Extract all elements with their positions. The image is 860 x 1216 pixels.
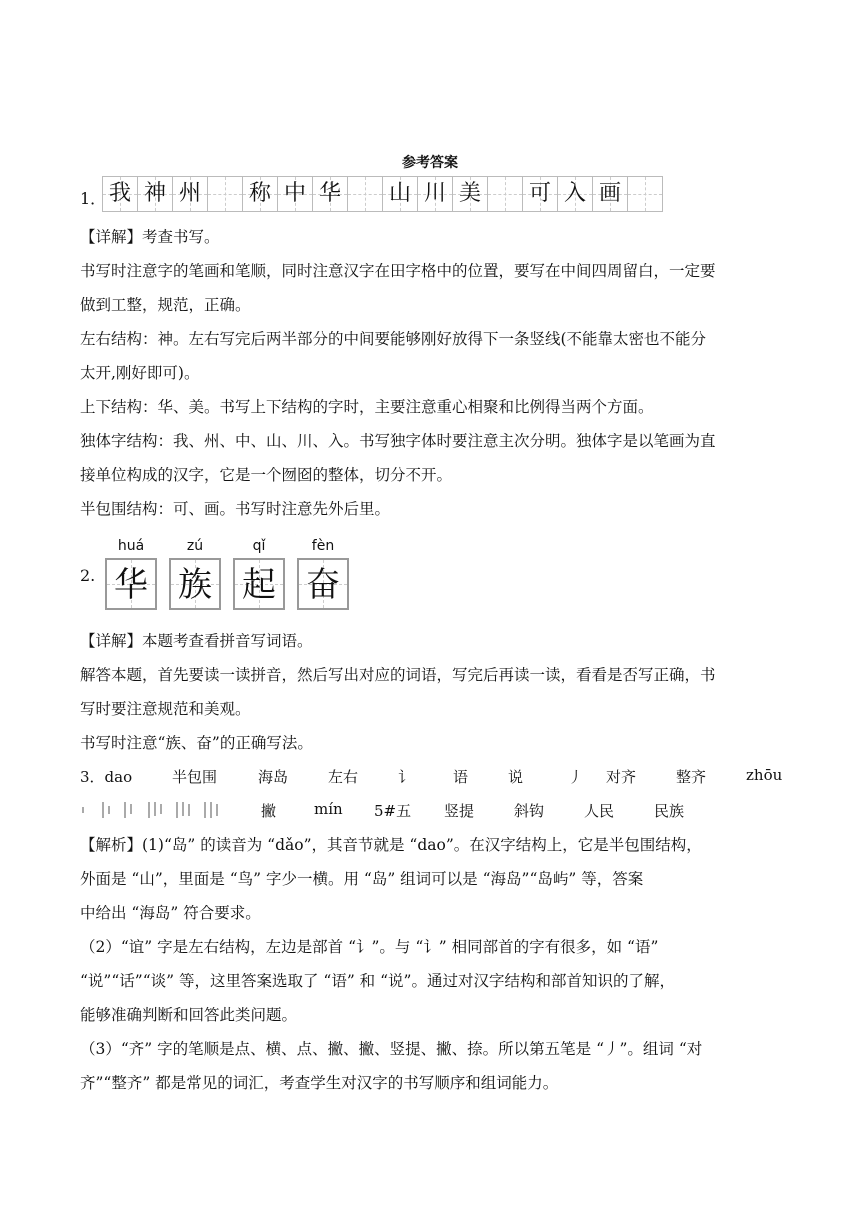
- q2-word-cell: [169, 538, 221, 610]
- q1-explanation-line: 【详解】考查书写。: [80, 228, 220, 246]
- q2-explanation-line: 写时要注意规范和美观。: [80, 700, 251, 718]
- q2-explanation-line: 解答本题，首先要读一读拼音，然后写出对应的词语，写完后再读一读，看看是否写正确，书: [80, 666, 716, 684]
- answer-item: 撇: [261, 802, 277, 820]
- pinyin: qǐ: [252, 538, 266, 554]
- grid-cell: 山: [382, 176, 418, 212]
- q2-word-cell: [105, 538, 157, 610]
- grid-cell: [627, 176, 663, 212]
- grid-cell: 称: [242, 176, 278, 212]
- q3-explanation-line: 外面是 “山”，里面是 “鸟” 字少一横。用 “岛” 组词可以是 “海岛”“岛屿” 等，答案: [80, 870, 644, 888]
- q2-word-cell: [233, 538, 285, 610]
- answer-item: 丿: [568, 768, 584, 786]
- q3-explanation-line: （3）“齐” 字的笔顺是点、横、点、撇、撇、竖提、撇、捺。所以第五笔是 “丿”。组词 “对: [80, 1040, 703, 1058]
- answer-item: 语: [453, 768, 469, 786]
- q3-explanation-line: 能够准确判断和回答此类问题。: [80, 1006, 298, 1024]
- pinyin: huá: [117, 538, 145, 554]
- q2-word-cell: [297, 538, 349, 610]
- answer-item: 3．dao: [80, 768, 133, 786]
- grid-cell: [487, 176, 523, 212]
- q1-explanation-line: 半包围结构：可、画。书写时注意先外后里。: [80, 500, 391, 518]
- q1-explanation-line: 做到工整，规范，正确。: [80, 296, 251, 314]
- grid-cell: 可: [522, 176, 558, 212]
- q3-explanation-line: （2）“谊” 字是左右结构，左边是部首 “讠”。与 “讠” 相同部首的字有很多，如 “语”: [80, 938, 659, 956]
- tianzi-grid: 华: [105, 558, 157, 610]
- answer-item: 人民: [584, 802, 615, 820]
- answer-item: 竖提: [444, 802, 475, 820]
- q2-explanation-line: 【详解】本题考查看拼音写词语。: [80, 632, 313, 650]
- pinyin: zú: [186, 538, 204, 554]
- grid-cell: 中: [277, 176, 313, 212]
- grid-cell: 我: [102, 176, 138, 212]
- answer-item: 整齐: [676, 768, 707, 786]
- answer-item: 斜钩: [514, 802, 545, 820]
- grid-cell: 美: [452, 176, 488, 212]
- answer-item: 半包围: [172, 768, 218, 786]
- pinyin: fèn: [311, 538, 335, 554]
- answer-item: 讠: [398, 768, 414, 786]
- q1-explanation-line: 独体字结构：我、州、中、山、川、入。书写独字体时要注意主次分明。独体字是以笔画为直: [80, 432, 716, 450]
- grid-cell: 州: [172, 176, 208, 212]
- q1-explanation-line: 太开,刚好即可)。: [80, 364, 200, 382]
- q1-explanation-line: 左右结构：神。左右写完后两半部分的中间要能够刚好放得下一条竖线(不能靠太密也不能分: [80, 330, 707, 348]
- answer-item: mín: [314, 800, 343, 818]
- grid-cell: [207, 176, 243, 212]
- answer-item: 对齐: [606, 768, 637, 786]
- q1-explanation-line: 上下结构：华、美。书写上下结构的字时，主要注意重心相聚和比例得当两个方面。: [80, 398, 654, 416]
- answer-item: 海岛: [258, 768, 289, 786]
- tianzi-grid: 族: [169, 558, 221, 610]
- q1-number: 1．: [80, 189, 107, 208]
- q1-writing-grid: [103, 176, 663, 212]
- answer-title: 参考答案: [402, 155, 458, 171]
- grid-cell: 画: [592, 176, 628, 212]
- grid-cell: [347, 176, 383, 212]
- answer-item: zhōu: [746, 766, 783, 784]
- answer-item: 说: [508, 768, 524, 786]
- q3-explanation-line: “说”“话”“谈” 等，这里答案选取了 “语” 和 “说”。通过对汉字结构和部首知识的了解，: [80, 972, 675, 990]
- answer-item: 民族: [654, 802, 685, 820]
- grid-cell: 神: [137, 176, 173, 212]
- grid-cell: 华: [312, 176, 348, 212]
- tianzi-grid: 奋: [297, 558, 349, 610]
- q3-explanation-line: 中给出 “海岛” 符合要求。: [80, 904, 261, 922]
- grid-cell: 川: [417, 176, 453, 212]
- q2-number: 2.: [80, 566, 96, 585]
- q2-explanation-line: 书写时注意“族、奋”的正确写法。: [80, 734, 313, 752]
- q3-explanation-line: 齐”“整齐” 都是常见的词汇，考查学生对汉字的书写顺序和组词能力。: [80, 1074, 559, 1092]
- q1-explanation-line: 书写时注意字的笔画和笔顺，同时注意汉字在田字格中的位置，要写在中间四周留白，一定要: [80, 262, 716, 280]
- stroke-order-image: [80, 798, 230, 822]
- q1-explanation-line: 接单位构成的汉字，它是一个囫囵的整体，切分不开。: [80, 466, 453, 484]
- tianzi-grid: 起: [233, 558, 285, 610]
- q3-explanation-line: 【解析】(1)“岛” 的读音为 “dǎo”，其音节就是 “dao”。在汉字结构上，它是半包围结构，: [80, 836, 702, 854]
- answer-item: 左右: [328, 768, 359, 786]
- grid-cell: 入: [557, 176, 593, 212]
- answer-item: 5#五: [374, 802, 412, 820]
